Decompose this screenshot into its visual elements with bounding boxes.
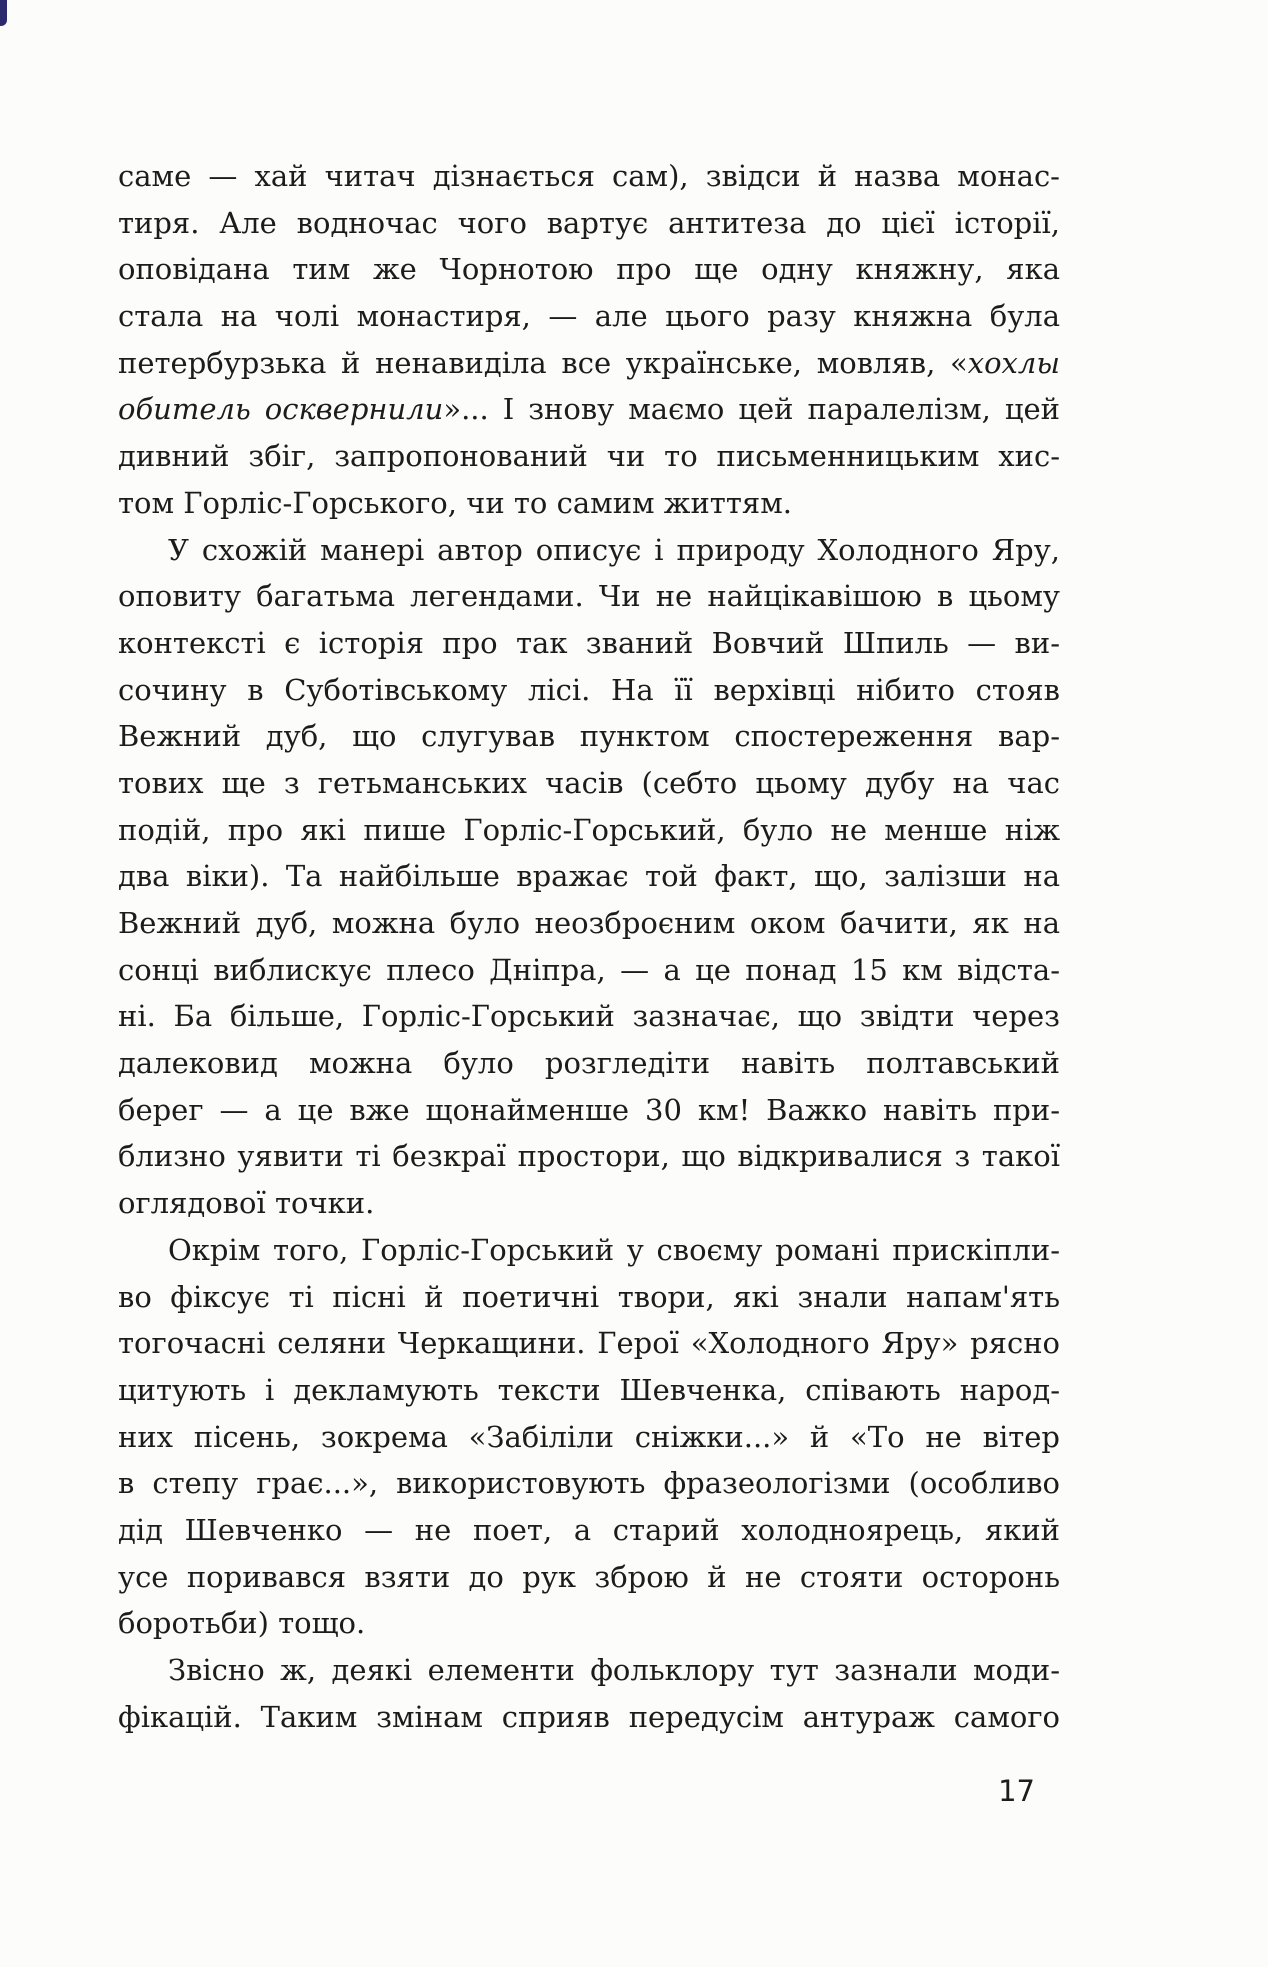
text-line: во фіксує ті пісні й поетичні твори, які знали напам'ять — [118, 1279, 1060, 1314]
paragraph-2 — [118, 527, 1060, 1227]
text-line: два віки). Та найбільше вражає той факт, що, залізши на — [118, 859, 1060, 894]
page-number: 17 — [998, 1774, 1035, 1808]
text-line: контексті є історія про так званий Вовчий Шпиль — ви- — [118, 625, 1060, 660]
text-line: ні. Ба більше, Горліс-Горський зазначає, що звідти через — [118, 999, 1060, 1034]
text-line: берег — а це вже щонайменше 30 км! Важко навіть при- — [118, 1092, 1060, 1127]
text-line: стала на чолі монастиря, — але цього разу княжна була — [118, 299, 1060, 334]
paragraph-1 — [118, 153, 1060, 527]
corner-mark — [0, 0, 7, 26]
text-line: в степу грає...», використовують фразеологізми (особливо — [118, 1466, 1060, 1501]
text-line: У схожій манері автор описує і природу Холодного Яру, — [168, 532, 1060, 567]
text-line: боротьби) тощо. — [118, 1606, 366, 1641]
italic-quote: хохлы — [967, 345, 1060, 380]
body-text — [118, 153, 1060, 1740]
text-line: усе поривався взяти до рук зброю й не стояти осторонь — [118, 1559, 1060, 1594]
text-line: тиря. Але водночас чого вартує антитеза до цієї історії, — [118, 205, 1060, 240]
text-line: тових ще з гетьманських часів (себто цьому дубу на час — [118, 765, 1060, 800]
text-line: Звісно ж, деякі елементи фольклору тут зазнали моди- — [168, 1653, 1060, 1687]
text-line: подій, про які пише Горліс-Горський, було не менше ніж — [118, 812, 1060, 847]
text-line: тогочасні селяни Черкащини. Герої «Холодного Яру» рясно — [118, 1326, 1060, 1361]
text-line: саме — хай читач дізнається сам), звідси й назва монас- — [118, 159, 1060, 193]
text-line: оповідана тим же Чорнотою про ще одну княжну, яка — [118, 252, 1060, 287]
text-line: том Горліс-Горського, чи то самим життям. — [118, 485, 792, 520]
paragraph-3 — [118, 1227, 1060, 1647]
text-line: Окрім того, Горліс-Горський у своєму романі прискіпли- — [168, 1232, 1060, 1267]
text-line: Вежний дуб, що слугував пунктом спостереження вар- — [118, 719, 1060, 754]
text-line: цитують і декламують тексти Шевченка, співають народ- — [118, 1372, 1060, 1407]
text-line: дивний збіг, запропонований чи то письменницьким хис- — [118, 439, 1060, 474]
text-line: оповиту багатьма легендами. Чи не найцікавішою в цьому — [118, 579, 1060, 614]
italic-quote: обитель осквернили — [118, 392, 444, 427]
text-line: сонці виблискує плесо Дніпра, — а це понад 15 км відста- — [118, 952, 1060, 987]
text-line: них пісень, зокрема «Забіліли сніжки...» й «То не вітер — [118, 1419, 1060, 1454]
text-line: Вежний дуб, можна було неозброєним оком бачити, як на — [118, 906, 1060, 940]
text-line: фікацій. Таким змінам сприяв передусім антураж самого — [118, 1699, 1060, 1734]
paragraph-4 — [118, 1647, 1060, 1740]
text-line — [118, 386, 1060, 433]
text-line: оглядової точки. — [118, 1186, 375, 1221]
text-line: дід Шевченко — не поет, а старий холодноярець, який — [118, 1512, 1060, 1547]
text-segment: »... І знову маємо цей паралелізм, цей — [443, 392, 1061, 427]
text-segment: петербурзька й ненавиділа все українське, мовляв, « — [118, 345, 968, 380]
text-line: близно уявити ті безкраї простори, що відкривалися з такої — [118, 1139, 1060, 1174]
text-line: далековид можна було розгледіти навіть полтавський — [118, 1046, 1060, 1081]
text-line: сочину в Суботівському лісі. На її верхівці нібито стояв — [118, 672, 1060, 707]
text-line — [118, 340, 1060, 387]
